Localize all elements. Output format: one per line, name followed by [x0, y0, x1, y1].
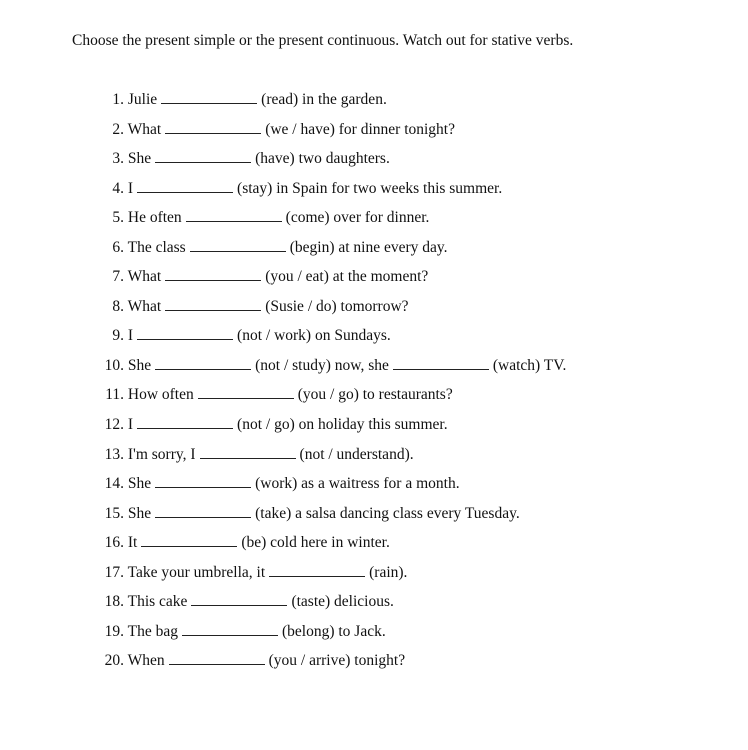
answer-blank[interactable]: [198, 384, 294, 399]
item-text-before: Julie: [127, 91, 158, 108]
item-text-after: (take) a salsa dancing class every Tuesday.: [255, 504, 520, 522]
item-number: 10.: [104, 356, 124, 374]
item-text-after: (you / arrive) tonight?: [268, 652, 406, 670]
item-text-before: How often: [127, 386, 194, 404]
exercise-list: [96, 89, 716, 680]
item-text-after: (belong) to Jack.: [281, 622, 386, 640]
item-text-after: (taste) delicious.: [291, 593, 394, 611]
item-text-before: She: [127, 475, 152, 493]
answer-blank[interactable]: [137, 325, 233, 340]
item-text-after: (be) cold here in winter.: [241, 534, 390, 552]
item-text-after: (begin) at nine every day.: [289, 238, 448, 256]
item-text-after: (not / go) on holiday this summer.: [237, 416, 448, 434]
answer-blank[interactable]: [155, 355, 251, 370]
item-text-before: The bag: [127, 622, 178, 640]
item-text-after: (watch) TV.: [492, 356, 567, 374]
exercise-item: [96, 414, 716, 444]
answer-blank[interactable]: [393, 355, 489, 370]
exercise-item: [96, 89, 716, 119]
item-number: 6.: [112, 238, 124, 256]
answer-blank[interactable]: [186, 207, 282, 222]
item-number: 18.: [104, 593, 124, 611]
item-text-before: When: [127, 652, 165, 670]
item-text-after: (come) over for dinner.: [285, 209, 430, 227]
item-text-after: (we / have) for dinner tonight?: [265, 120, 455, 138]
exercise-item: [96, 384, 716, 414]
item-text-after: (stay) in Spain for two weeks this summer.: [237, 179, 503, 197]
item-number: 19.: [104, 622, 124, 640]
answer-blank[interactable]: [165, 119, 261, 134]
item-text-before: She: [127, 356, 152, 374]
item-text-after: (you / eat) at the moment?: [265, 268, 429, 286]
item-number: 1.: [112, 91, 124, 108]
item-text-after: (read) in the garden.: [261, 91, 387, 108]
answer-blank[interactable]: [165, 266, 261, 281]
item-number: 15.: [104, 504, 124, 522]
item-text-before: What: [127, 297, 162, 315]
item-number: 16.: [104, 534, 124, 552]
answer-blank[interactable]: [155, 503, 251, 518]
answer-blank[interactable]: [190, 237, 286, 252]
item-text-before: Take your umbrella, it: [127, 563, 266, 581]
item-number: 12.: [104, 416, 124, 434]
exercise-item: [96, 473, 716, 503]
exercise-item: [96, 296, 716, 326]
item-text-before: This cake: [127, 593, 188, 611]
item-text-before: The class: [127, 238, 186, 256]
exercise-item: [96, 621, 716, 651]
exercise-item: [96, 207, 716, 237]
item-number: 5.: [112, 209, 124, 227]
exercise-item: [96, 532, 716, 562]
item-number: 11.: [105, 386, 124, 404]
item-text-before: I'm sorry, I: [127, 445, 196, 463]
exercise-item: [96, 148, 716, 178]
item-text-before: I: [127, 327, 134, 345]
item-number: 14.: [104, 475, 124, 493]
item-text-after: (not / understand).: [299, 445, 414, 463]
answer-blank[interactable]: [155, 473, 251, 488]
item-text-middle: (not / study) now, she: [255, 356, 389, 374]
item-number: 20.: [104, 652, 124, 670]
item-number: 13.: [104, 445, 124, 463]
exercise-item: [96, 503, 716, 533]
item-text-before: What: [127, 120, 162, 138]
exercise-item: [96, 444, 716, 474]
item-text-after: (Susie / do) tomorrow?: [265, 297, 409, 315]
answer-blank[interactable]: [169, 650, 265, 665]
exercise-item: [96, 355, 716, 385]
item-text-before: She: [127, 504, 152, 522]
exercise-item: [96, 266, 716, 296]
answer-blank[interactable]: [161, 89, 257, 104]
exercise-item: [96, 237, 716, 267]
item-text-after: (not / work) on Sundays.: [237, 327, 391, 345]
answer-blank[interactable]: [155, 148, 251, 163]
item-text-before: He often: [127, 209, 182, 227]
answer-blank[interactable]: [269, 562, 365, 577]
item-number: 4.: [112, 179, 124, 197]
item-text-after: (you / go) to restaurants?: [297, 386, 453, 404]
exercise-item: [96, 119, 716, 149]
answer-blank[interactable]: [137, 178, 233, 193]
item-text-after: (work) as a waitress for a month.: [255, 475, 460, 493]
exercise-item: [96, 650, 716, 680]
answer-blank[interactable]: [191, 591, 287, 606]
instructions-text: Choose the present simple or the present continuous. Watch out for stative verbs.: [72, 32, 574, 49]
item-text-after: (rain).: [369, 563, 408, 581]
exercise-item: [96, 562, 716, 592]
item-number: 9.: [112, 327, 124, 345]
exercise-item: [96, 178, 716, 208]
item-number: 7.: [112, 268, 124, 286]
exercise-item: [96, 325, 716, 355]
item-text-before: It: [127, 534, 138, 552]
item-text-before: She: [127, 150, 152, 168]
item-text-before: I: [127, 179, 134, 197]
item-text-before: I: [127, 416, 134, 434]
item-number: 2.: [112, 120, 124, 138]
item-number: 3.: [112, 150, 124, 168]
item-text-before: What: [127, 268, 162, 286]
answer-blank[interactable]: [200, 444, 296, 459]
item-number: 8.: [112, 297, 124, 315]
answer-blank[interactable]: [141, 532, 237, 547]
answer-blank[interactable]: [182, 621, 278, 636]
item-number: 17.: [104, 563, 124, 581]
answer-blank[interactable]: [137, 414, 233, 429]
item-text-after: (have) two daughters.: [255, 150, 390, 168]
answer-blank[interactable]: [165, 296, 261, 311]
exercise-item: [96, 591, 716, 621]
